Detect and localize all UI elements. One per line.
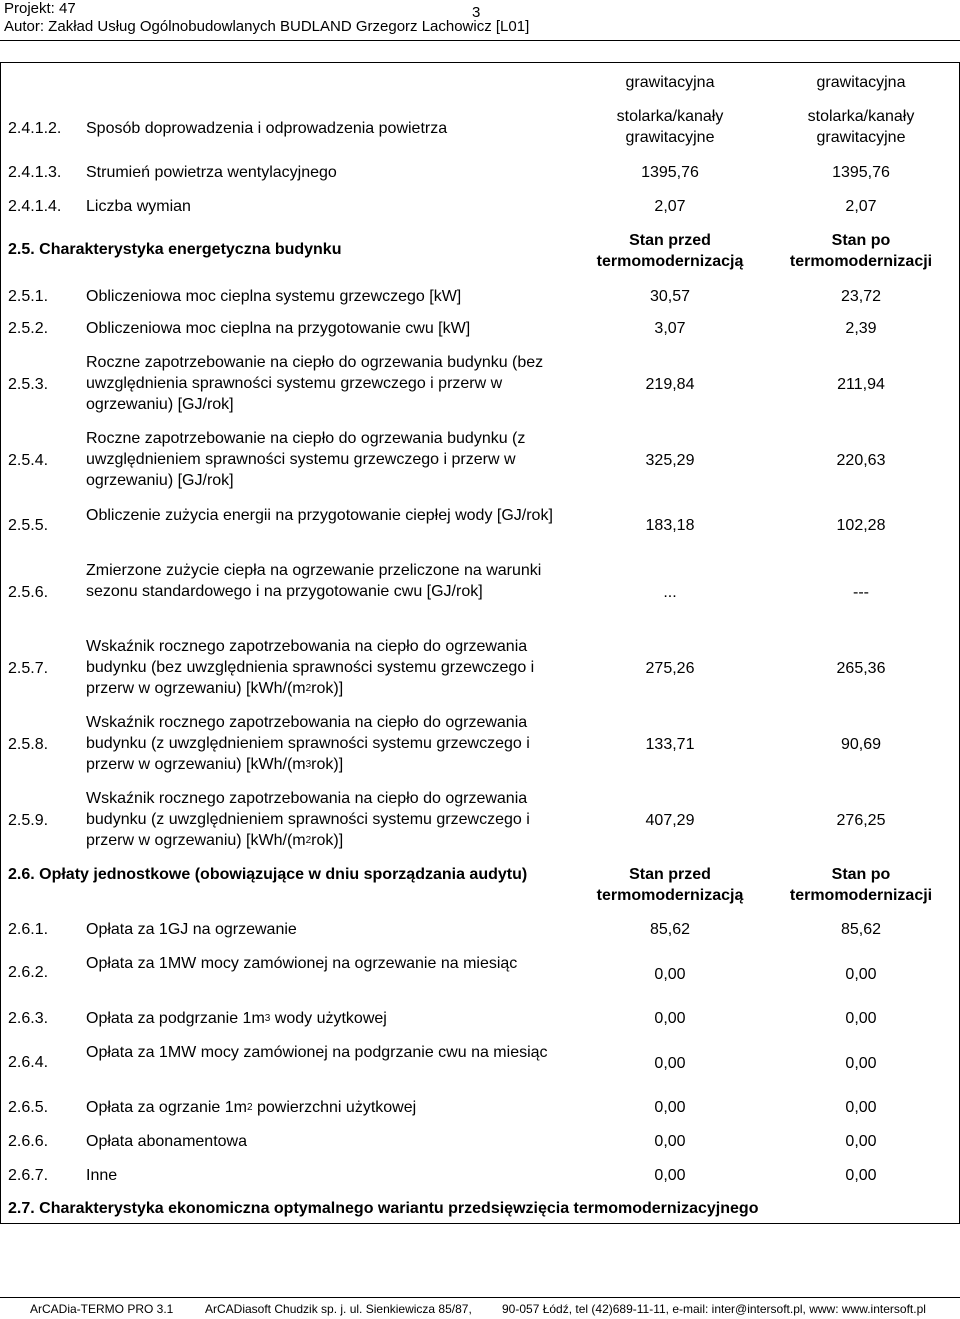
row-value-after: 2,39: [845, 320, 877, 337]
row-value-after: 102,28: [836, 517, 886, 534]
row-value-before: 3,07: [654, 320, 686, 337]
row-value-before: 275,26: [645, 660, 695, 677]
row-number: 2.6.7.: [8, 1167, 49, 1184]
row-label: Opłata za 1GJ na ogrzewanie: [86, 921, 297, 938]
row-value-before: 0,00: [654, 1133, 686, 1150]
section-title-2-5: 2.5. Charakterystyka energetyczna budynku: [8, 241, 342, 258]
row-label: Inne: [86, 1167, 118, 1184]
row-label: Opłata abonamentowa: [86, 1133, 247, 1150]
row-value-before: 1395,76: [641, 164, 699, 181]
row-value-before: 407,29: [645, 812, 695, 829]
row-label-suffix: powierzchni użytkowej: [252, 1099, 417, 1116]
row-value-before: 0,00: [654, 1167, 686, 1184]
header-divider: [0, 40, 960, 41]
row-number: 2.5.8.: [8, 736, 49, 753]
row-number: 2.5.4.: [8, 452, 49, 469]
page-number: 3: [472, 4, 481, 21]
row-label: Opłata za 1MW mocy zamówionej na ogrzewanie na miesiąc: [86, 955, 518, 972]
footer-software: ArCADia-TERMO PRO 3.1: [30, 1302, 174, 1316]
row-value-before: 85,62: [649, 921, 691, 938]
row-number: 2.4.1.2.: [8, 120, 62, 137]
project-label: Projekt: 47: [4, 0, 76, 17]
row-label-text: Wskaźnik rocznego zapotrzebowania na ciepło do ogrzewania budynku (z uwzględnieniem sprawności systemu grzewczego i przerw w ogrzewaniu) [kWh/(m: [86, 714, 530, 773]
row-number: 2.6.5.: [8, 1099, 49, 1116]
row-value-after: 1395,76: [832, 164, 890, 181]
row-label-suffix: wody użytkowej: [270, 1010, 387, 1027]
row-number: 2.6.4.: [8, 1054, 49, 1071]
row-value-before: 0,00: [654, 1099, 686, 1116]
row-value-before: stolarka/kanały grawitacyjne: [616, 108, 724, 146]
row-value-before: 183,18: [645, 517, 695, 534]
row-label: Obliczeniowa moc cieplna na przygotowanie cwu [kW]: [86, 320, 471, 337]
row-label-superscript: 2: [305, 835, 312, 846]
section-title-2-7: 2.7. Charakterystyka ekonomiczna optymalnego wariantu przedsięwzięcia termomodernizacyjnego: [8, 1200, 759, 1217]
row-number: 2.5.6.: [8, 584, 49, 601]
row-value-after: 0,00: [845, 1099, 877, 1116]
row-number: 2.4.1.4.: [8, 198, 62, 215]
row-label-text: Opłata za ogrzanie 1m: [86, 1099, 247, 1116]
row-value-before: 0,00: [654, 966, 686, 983]
top-v1: grawitacyjna: [625, 74, 715, 91]
row-number: 2.6.2.: [8, 964, 49, 981]
row-value-before: 325,29: [645, 452, 695, 469]
row-number: 2.4.1.3.: [8, 164, 62, 181]
row-value-after: 90,69: [840, 736, 882, 753]
row-value-after: 220,63: [836, 452, 886, 469]
row-value-before: 0,00: [654, 1010, 686, 1027]
row-value-after: stolarka/kanały grawitacyjne: [807, 108, 915, 146]
row-label-superscript: 2: [305, 683, 312, 694]
row-label-superscript: 2: [246, 1102, 253, 1113]
top-v2: grawitacyjna: [816, 74, 906, 91]
row-value-after: 0,00: [845, 1010, 877, 1027]
row-value-before: ...: [663, 584, 677, 601]
row-number: 2.6.3.: [8, 1010, 49, 1027]
col-header-after: Stan po termomodernizacji: [789, 866, 933, 904]
row-value-before: 2,07: [654, 198, 686, 215]
row-label-text: Wskaźnik rocznego zapotrzebowania na ciepło do ogrzewania budynku (bez uwzględnienia sprawności systemu grzewczego i przerw w ogrzewaniu) [kWh/(m: [86, 638, 535, 697]
col-header-after: Stan po termomodernizacji: [789, 232, 933, 270]
row-value-before: 219,84: [645, 376, 695, 393]
row-value-after: 0,00: [845, 1133, 877, 1150]
row-number: 2.5.3.: [8, 376, 49, 393]
footer-divider: [0, 1297, 960, 1298]
row-value-before: 133,71: [645, 736, 695, 753]
row-label: Roczne zapotrzebowanie na ciepło do ogrzewania budynku (z uwzględnieniem sprawności systemu grzewczego i przerw w ogrzewaniu) [GJ/rok]: [86, 430, 526, 489]
row-label-superscript: 3: [264, 1013, 271, 1024]
row-label: Sposób doprowadzenia i odprowadzenia powietrza: [86, 120, 448, 137]
row-number: 2.6.6.: [8, 1133, 49, 1150]
row-value-after: 211,94: [837, 376, 885, 393]
row-number: 2.5.1.: [8, 288, 49, 305]
footer-company: ArCADiasoft Chudzik sp. j. ul. Sienkiewicza 85/87,: [205, 1302, 472, 1316]
row-label: Strumień powietrza wentylacyjnego: [86, 164, 337, 181]
row-label: Zmierzone zużycie ciepła na ogrzewanie przeliczone na warunki sezonu standardowego i na przygotowanie cwu [GJ/rok]: [86, 562, 542, 600]
row-value-before: 0,00: [654, 1055, 686, 1072]
row-label-suffix: rok)]: [311, 832, 344, 849]
row-value-before: 30,57: [649, 288, 691, 305]
footer-contact: 90-057 Łódź, tel (42)689-11-11, e-mail: inter@intersoft.pl, www: www.intersoft.pl: [502, 1302, 926, 1316]
author-label: Autor: Zakład Usług Ogólnobudowlanych BUDLAND Grzegorz Lachowicz [L01]: [4, 18, 530, 35]
col-header-before: Stan przed termomodernizacją: [596, 232, 744, 270]
row-number: 2.5.5.: [8, 517, 49, 534]
row-label: [86, 1097, 416, 1118]
row-label: Liczba wymian: [86, 198, 191, 215]
row-value-after: 0,00: [845, 966, 877, 983]
row-label: [86, 712, 566, 775]
row-number: 2.5.9.: [8, 812, 49, 829]
row-label-suffix: rok)]: [311, 756, 344, 773]
row-value-after: 276,25: [836, 812, 886, 829]
row-number: 2.5.7.: [8, 660, 49, 677]
row-label: Roczne zapotrzebowanie na ciepło do ogrzewania budynku (bez uwzględnienia sprawności systemu grzewczego i przerw w ogrzewaniu) [GJ/rok]: [86, 354, 544, 413]
row-label: [86, 636, 566, 699]
row-label: [86, 788, 566, 851]
row-value-after: 23,72: [840, 288, 882, 305]
row-label: [86, 1008, 387, 1029]
row-value-after: ---: [853, 584, 869, 601]
row-label-suffix: rok)]: [311, 680, 344, 697]
row-value-after: 0,00: [845, 1055, 877, 1072]
row-label-text: Opłata za podgrzanie 1m: [86, 1010, 265, 1027]
row-value-after: 2,07: [845, 198, 877, 215]
row-value-after: 0,00: [845, 1167, 877, 1184]
row-value-after: 265,36: [836, 660, 886, 677]
row-label: Opłata za 1MW mocy zamówionej na podgrzanie cwu na miesiąc: [86, 1044, 548, 1061]
col-header-before: Stan przed termomodernizacją: [596, 866, 744, 904]
row-number: 2.6.1.: [8, 921, 49, 938]
row-label-text: Wskaźnik rocznego zapotrzebowania na ciepło do ogrzewania budynku (z uwzględnieniem sprawności systemu grzewczego i przerw w ogrzewaniu) [kWh/(m: [86, 790, 530, 849]
row-label: Obliczeniowa moc cieplna systemu grzewczego [kW]: [86, 288, 462, 305]
row-value-after: 85,62: [840, 921, 882, 938]
row-label: Obliczenie zużycia energii na przygotowanie ciepłej wody [GJ/rok]: [86, 507, 553, 524]
section-title-2-6: 2.6. Opłaty jednostkowe (obowiązujące w dniu sporządzania audytu): [8, 866, 528, 883]
row-number: 2.5.2.: [8, 320, 49, 337]
row-label-superscript: 3: [305, 759, 312, 770]
